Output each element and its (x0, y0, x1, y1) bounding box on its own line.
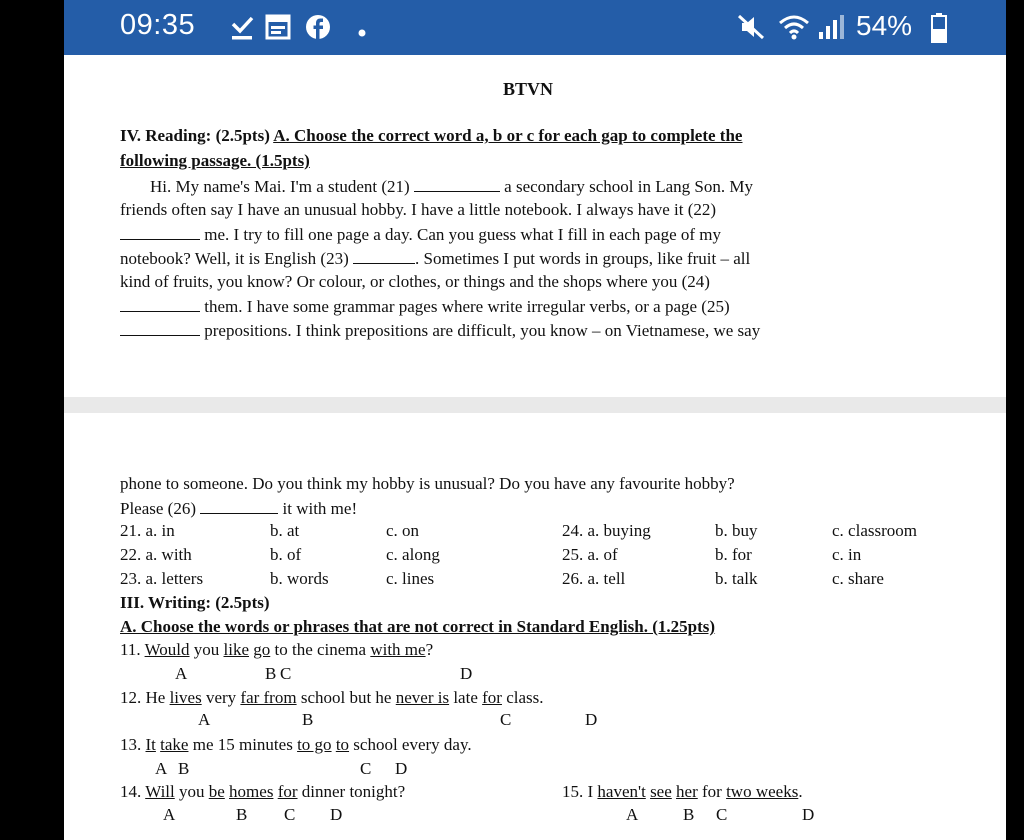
clock: 09:35 (120, 9, 196, 41)
question-13 (120, 736, 472, 753)
facebook-icon (304, 12, 332, 47)
question-number: 11. (120, 640, 141, 659)
question-text: dinner tonight? (297, 782, 406, 801)
passage-text: prepositions. I think prepositions are difficult, you know – on Vietnamese, we say (204, 321, 761, 340)
option-22-c: c. along (386, 545, 440, 564)
download-done-icon (229, 12, 255, 47)
letter-a: A (155, 759, 168, 778)
option-b-phrase: see (650, 782, 672, 801)
letter-a: A (198, 710, 211, 729)
option-b-phrase: like (223, 640, 249, 659)
question-text: class. (501, 688, 544, 707)
battery-level: 54% (856, 10, 913, 41)
option-23-c: c. lines (386, 569, 435, 588)
writing-heading: III. Writing: (2.5pts) (120, 593, 270, 612)
letter-a: A (626, 805, 639, 824)
option-21-c: c. on (386, 521, 420, 540)
option-22-a: 22. a. with (120, 545, 192, 564)
passage-line: phone to someone. Do you think my hobby is unusual? Do you have any favourite hobby? (120, 474, 735, 493)
letter-a: A (163, 805, 176, 824)
question-14 (120, 783, 405, 800)
option-c-phrase: never is (395, 688, 450, 707)
question-text: . (798, 782, 803, 801)
page-divider (64, 397, 1006, 413)
gap-22 (120, 225, 200, 240)
question-text: you (174, 782, 209, 801)
passage-text: me. I try to fill one page a day. Can you guess what I fill in each page of my (204, 225, 722, 244)
option-26-a: 26. a. tell (562, 569, 626, 588)
letter-b: B (302, 710, 314, 729)
question-text: 13. (120, 735, 146, 754)
option-a-phrase: lives (169, 688, 202, 707)
writing-subheading: A. Choose the words or phrases that are not correct in Standard English. (1.25pts) (120, 617, 716, 636)
option-b-phrase: be (208, 782, 225, 801)
option-a-phrase: It (145, 735, 156, 754)
question-11 (120, 641, 433, 658)
option-d-phrase: with me (370, 640, 426, 659)
option-26-c: c. share (832, 569, 884, 588)
passage-line (120, 297, 730, 315)
letter-b: B (265, 664, 277, 683)
question-text: to the cinema (270, 640, 371, 659)
option-b-phrase: far from (240, 688, 297, 707)
option-25-a: 25. a. of (562, 545, 618, 564)
question-text: school but he (296, 688, 396, 707)
letter-a: A (175, 664, 188, 683)
letter-b: B (236, 805, 248, 824)
passage-text: . Sometimes I put words in groups, like fruit – all (415, 249, 751, 268)
option-22-b: b. of (270, 545, 302, 564)
question-text: you (189, 640, 224, 659)
option-26-b: b. talk (715, 569, 758, 588)
letter-d: D (395, 759, 408, 778)
letter-c: C (716, 805, 728, 824)
reading-heading (120, 127, 742, 144)
status-bar (64, 0, 1006, 55)
question-text: for (697, 782, 727, 801)
passage-line: kind of fruits, you know? Or colour, or clothes, or things and the shops where you (24) (120, 272, 710, 291)
document-title: BTVN (503, 79, 554, 99)
option-d-phrase: to (335, 735, 350, 754)
option-c-phrase: her (676, 782, 698, 801)
passage-line (120, 499, 357, 517)
calendar-icon (265, 12, 291, 47)
passage-line: friends often say I have an unusual hobby. I have a little notebook. I always have it (22) (120, 200, 717, 219)
option-24-b: b. buy (715, 521, 758, 540)
option-25-c: c. in (832, 545, 862, 564)
option-24-c: c. classroom (832, 521, 917, 540)
question-text: late (449, 688, 483, 707)
letter-d: D (802, 805, 815, 824)
option-d-phrase: for (482, 688, 502, 707)
passage-text: them. I have some grammar pages where write irregular verbs, or a page (25) (204, 297, 730, 316)
reading-task-a-points: following passage. (1.5pts) (120, 151, 310, 170)
gap-25 (120, 321, 200, 336)
reading-section-label: IV. Reading: (2.5pts) (120, 126, 270, 145)
passage-line (120, 249, 750, 267)
option-c-phrase: go (253, 640, 271, 659)
letter-d: D (585, 710, 598, 729)
letter-c: C (284, 805, 296, 824)
option-a-phrase: Would (144, 640, 190, 659)
passage-text: it with me! (282, 499, 358, 518)
option-23-b: b. words (270, 569, 329, 588)
option-d-phrase: for (277, 782, 298, 801)
gap-26 (200, 499, 278, 514)
passage-line (120, 225, 721, 243)
question-text: 15. I (562, 782, 598, 801)
letter-b: B (683, 805, 695, 824)
reading-task-a: A. Choose the correct word a, b or c for each gap to complete the (273, 126, 743, 145)
gap-21 (414, 177, 500, 192)
option-d-phrase: two weeks (726, 782, 799, 801)
wifi-icon (777, 12, 811, 47)
letter-c: C (500, 710, 512, 729)
question-text: school every day. (349, 735, 472, 754)
question-text: 12. He (120, 688, 170, 707)
gap-23 (353, 249, 415, 264)
option-25-b: b. for (715, 545, 752, 564)
option-21-a: 21. a. in (120, 521, 175, 540)
question-text: 14. (120, 782, 146, 801)
option-24-a: 24. a. buying (562, 521, 651, 540)
battery-icon (930, 12, 948, 49)
option-c-phrase: to go (297, 735, 332, 754)
passage-text: Please (26) (120, 499, 197, 518)
question-text: me 15 minutes (188, 735, 298, 754)
passage-line (120, 321, 760, 339)
passage-text: Hi. My name's Mai. I'm a student (21) (150, 177, 410, 196)
question-15 (562, 783, 803, 800)
question-text: ? (425, 640, 434, 659)
mute-icon (736, 12, 766, 47)
letter-b: B (178, 759, 190, 778)
option-21-b: b. at (270, 521, 300, 540)
option-c-phrase: homes (229, 782, 274, 801)
dot-icon (358, 24, 366, 42)
signal-icon (816, 12, 850, 47)
passage-line (150, 177, 753, 195)
letter-d: D (330, 805, 343, 824)
gap-24 (120, 297, 200, 312)
option-a-phrase: Will (145, 782, 175, 801)
letter-c: C (360, 759, 372, 778)
option-a-phrase: haven't (597, 782, 646, 801)
letter-d: D (460, 664, 473, 683)
passage-text: notebook? Well, it is English (23) (120, 249, 349, 268)
option-b-phrase: take (160, 735, 189, 754)
question-12 (120, 689, 544, 706)
passage-text: a secondary school in Lang Son. My (504, 177, 753, 196)
question-text: very (201, 688, 241, 707)
letter-c: C (280, 664, 292, 683)
option-23-a: 23. a. letters (120, 569, 204, 588)
